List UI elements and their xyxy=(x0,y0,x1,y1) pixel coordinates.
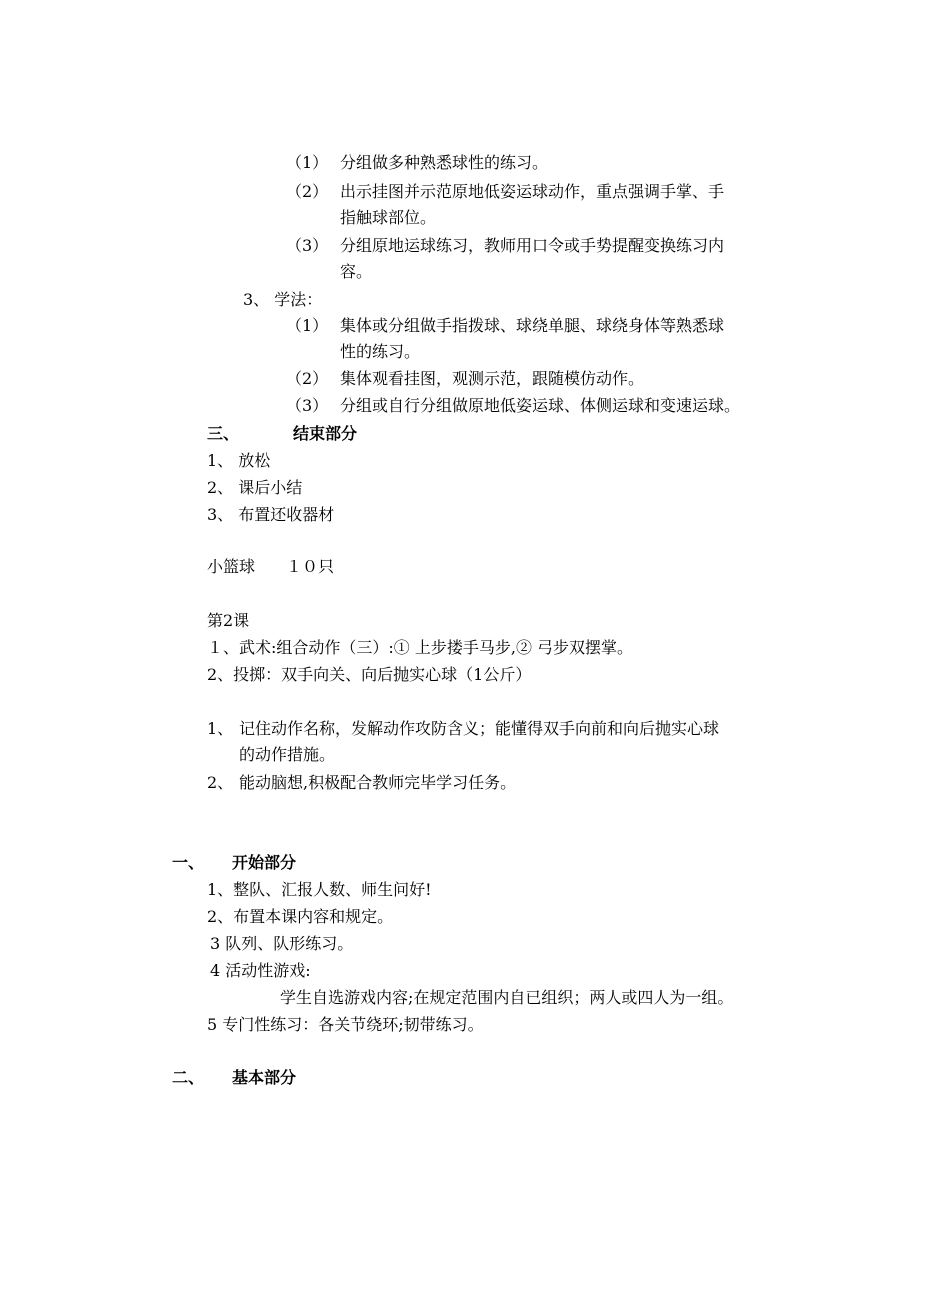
study-item-2-num: （2） xyxy=(286,369,329,388)
study-item-1-text: 集体或分组做手指拨球、球绕单腿、球绕身体等熟悉球 xyxy=(340,316,725,335)
method-item-3-num: （3） xyxy=(286,236,329,255)
start-item-1: 1、整队、汇报人数、师生问好! xyxy=(207,880,432,899)
method-item-3-text: 分组原地运球练习，教师用口令或手势提醒变换练习内 xyxy=(340,236,725,255)
goal-1-cont: 的动作措施。 xyxy=(239,745,336,764)
section-2-number: 二、 xyxy=(172,1068,205,1087)
section-1-title: 开始部分 xyxy=(232,853,297,872)
method-item-1-num: （1） xyxy=(286,153,329,172)
study-item-1-num: （1） xyxy=(286,316,329,335)
end-item-1: 1、 放松 xyxy=(207,451,271,470)
goal-1-text: 记住动作名称，发解动作攻防含义；能懂得双手向前和向后抛实心球 xyxy=(239,719,720,738)
end-item-2: 2、 课后小结 xyxy=(207,478,303,497)
study-item-3-text: 分组或自行分组做原地低姿运球、体侧运球和变速运球。 xyxy=(340,396,741,415)
start-item-2: 2、布置本课内容和规定。 xyxy=(207,907,394,926)
section-3-title: 结束部分 xyxy=(293,424,358,443)
start-item-4: 4 活动性游戏: xyxy=(210,961,311,980)
goal-1-num: 1、 xyxy=(207,719,234,738)
method-item-2-text: 出示挂图并示范原地低姿运球动作，重点强调手掌、手 xyxy=(340,182,725,201)
section-1-number: 一、 xyxy=(172,853,205,872)
study-item-2-text: 集体观看挂图，观测示范，跟随模仿动作。 xyxy=(340,369,645,388)
goal-2-text: 能动脑想,积极配合教师完毕学习任务。 xyxy=(239,773,517,792)
goal-2-num: 2、 xyxy=(207,773,234,792)
equipment-qty: １０只 xyxy=(286,557,335,576)
method-item-2-cont: 指触球部位。 xyxy=(340,208,437,227)
section-2-title: 基本部分 xyxy=(232,1068,297,1087)
study-heading: 3、 学法： xyxy=(243,290,323,309)
lesson-2-title: 第2课 xyxy=(207,611,250,630)
end-item-3: 3、 布置还收器材 xyxy=(207,505,335,524)
start-item-3: 3 队列、队形练习。 xyxy=(210,934,354,953)
section-3-number: 三、 xyxy=(207,424,240,443)
game-description: 学生自选游戏内容;在规定范围内自已组织；两人或四人为一组。 xyxy=(280,988,734,1007)
study-item-3-num: （3） xyxy=(286,396,329,415)
special-practice: 5 专门性练习：各关节绕环;韧带练习。 xyxy=(207,1015,484,1034)
method-item-1-text: 分组做多种熟悉球性的练习。 xyxy=(340,153,549,172)
method-item-2-num: （2） xyxy=(286,182,329,201)
method-item-3-cont: 容。 xyxy=(340,262,373,281)
study-item-1-cont: 性的练习。 xyxy=(340,342,421,361)
lesson-2-content-1: １、武术:组合动作（三）:① 上步搂手马步,② 弓步双摆掌。 xyxy=(207,638,634,657)
equipment-name: 小篮球 xyxy=(207,557,256,576)
lesson-2-content-2: 2、投掷：双手向关、向后抛实心球（1公斤） xyxy=(207,665,532,684)
